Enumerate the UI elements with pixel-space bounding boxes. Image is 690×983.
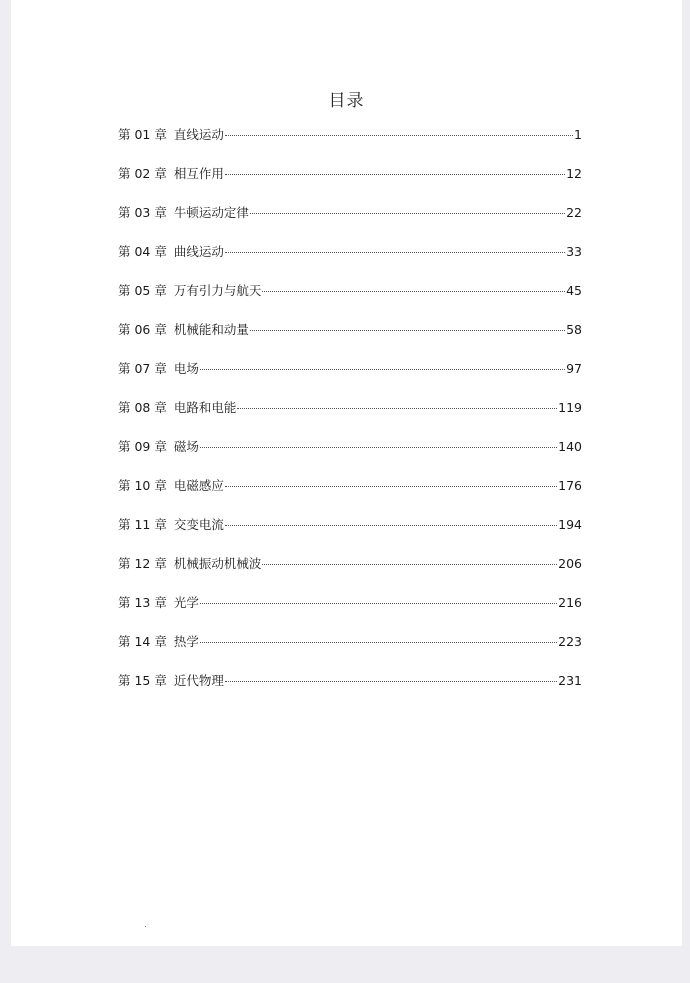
chapter-name: 近代物理: [173, 673, 224, 688]
chapter-name: 磁场: [173, 439, 199, 454]
toc-entry[interactable]: [118, 671, 582, 710]
dot-leader: [225, 174, 565, 175]
chapter-name: 电场: [173, 361, 199, 376]
toc-entry[interactable]: [118, 515, 582, 554]
chapter-name: 交变电流: [173, 517, 224, 532]
chapter-number: 第 08 章: [118, 400, 167, 415]
dot-leader: [262, 291, 565, 292]
chapter-number: 第 14 章: [118, 634, 167, 649]
dot-leader: [225, 252, 565, 253]
chapter-number: 第 02 章: [118, 166, 167, 181]
chapter-name: 电路和电能: [173, 400, 237, 415]
page-number: 216: [558, 595, 582, 610]
page-number: 45: [566, 283, 582, 298]
page-number: 194: [558, 517, 582, 532]
toc-entry[interactable]: [118, 476, 582, 515]
chapter-number: 第 12 章: [118, 556, 167, 571]
dot-leader: [250, 330, 565, 331]
toc-entry[interactable]: [118, 554, 582, 593]
chapter-number: 第 01 章: [118, 127, 167, 142]
chapter-name: 电磁感应: [173, 478, 224, 493]
toc-entry[interactable]: [118, 203, 582, 242]
page-number: 33: [566, 244, 582, 259]
chapter-number: 第 06 章: [118, 322, 167, 337]
toc-entry[interactable]: [118, 281, 582, 320]
page-number: 231: [558, 673, 582, 688]
dot-leader: [225, 486, 557, 487]
toc-entry[interactable]: [118, 593, 582, 632]
page-number: 1: [574, 127, 582, 142]
chapter-number: 第 05 章: [118, 283, 167, 298]
chapter-name: 牛顿运动定律: [173, 205, 249, 220]
page-number: 206: [558, 556, 582, 571]
chapter-number: 第 09 章: [118, 439, 167, 454]
toc-title: 目录: [328, 91, 365, 111]
dot-leader: [200, 369, 565, 370]
chapter-name: 万有引力与航天: [173, 283, 262, 298]
chapter-name: 机械能和动量: [173, 322, 249, 337]
chapter-number: 第 04 章: [118, 244, 167, 259]
chapter-number: 第 07 章: [118, 361, 167, 376]
toc-entry[interactable]: [118, 398, 582, 437]
dot-leader: [250, 213, 565, 214]
chapter-name: 曲线运动: [173, 244, 224, 259]
dot-leader: [262, 564, 557, 565]
dot-leader: [237, 408, 557, 409]
chapter-number: 第 15 章: [118, 673, 167, 688]
page-number: 22: [566, 205, 582, 220]
toc-list: [118, 125, 582, 710]
dot-leader: [225, 681, 557, 682]
chapter-name: 机械振动机械波: [173, 556, 262, 571]
page-number: 223: [558, 634, 582, 649]
page-number: 140: [558, 439, 582, 454]
toc-entry[interactable]: [118, 164, 582, 203]
page-number: 176: [558, 478, 582, 493]
scan-speck: [145, 926, 146, 927]
toc-entry[interactable]: [118, 437, 582, 476]
chapter-number: 第 03 章: [118, 205, 167, 220]
dot-leader: [200, 447, 557, 448]
toc-entry[interactable]: [118, 632, 582, 671]
toc-entry[interactable]: [118, 320, 582, 359]
dot-leader: [225, 135, 573, 136]
dot-leader: [200, 642, 557, 643]
page-number: 97: [566, 361, 582, 376]
chapter-name: 直线运动: [173, 127, 224, 142]
dot-leader: [225, 525, 557, 526]
chapter-number: 第 10 章: [118, 478, 167, 493]
page-number: 58: [566, 322, 582, 337]
dot-leader: [200, 603, 557, 604]
chapter-number: 第 11 章: [118, 517, 167, 532]
chapter-number: 第 13 章: [118, 595, 167, 610]
toc-entry[interactable]: [118, 125, 582, 164]
toc-entry[interactable]: [118, 242, 582, 281]
chapter-name: 光学: [173, 595, 199, 610]
chapter-name: 热学: [173, 634, 199, 649]
toc-entry[interactable]: [118, 359, 582, 398]
document-page: [11, 0, 682, 946]
chapter-name: 相互作用: [173, 166, 224, 181]
page-number: 119: [558, 400, 582, 415]
page-number: 12: [566, 166, 582, 181]
